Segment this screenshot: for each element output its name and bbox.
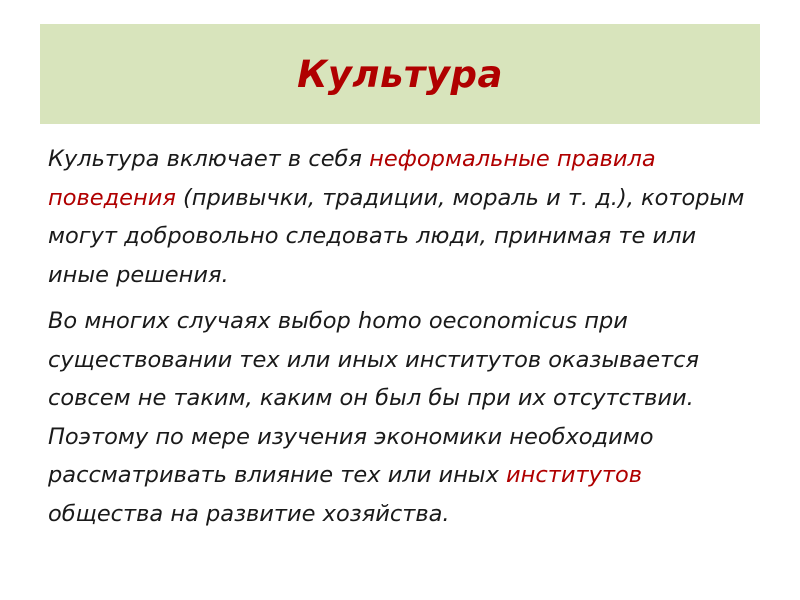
highlight-institutions: институтов	[506, 462, 643, 488]
paragraph-text: Культура включает в себя	[48, 146, 370, 172]
paragraph-homo-oeconomicus	[48, 302, 748, 533]
slide-content	[48, 140, 748, 541]
paragraph-text: Во многих случаях выбор homo oeconomicus при существовании тех или иных институтов оказывается совсем не таким, каким он был бы при их отсутствии. Поэтому по мере изучения экономики необходимо рассматривать влияние тех или иных	[48, 308, 700, 488]
highlight-informal-rules: неформальные правила поведения	[48, 146, 656, 211]
title-bar	[40, 24, 760, 124]
paragraph-text: общества на развитие хозяйства.	[48, 500, 450, 527]
slide-title: Культура	[297, 52, 503, 96]
paragraph-text: (привычки, традиции, мораль и т. д.), которым могут добровольно следовать люди, принимая те или иные решения.	[48, 184, 745, 288]
paragraph-culture-definition	[48, 140, 748, 294]
